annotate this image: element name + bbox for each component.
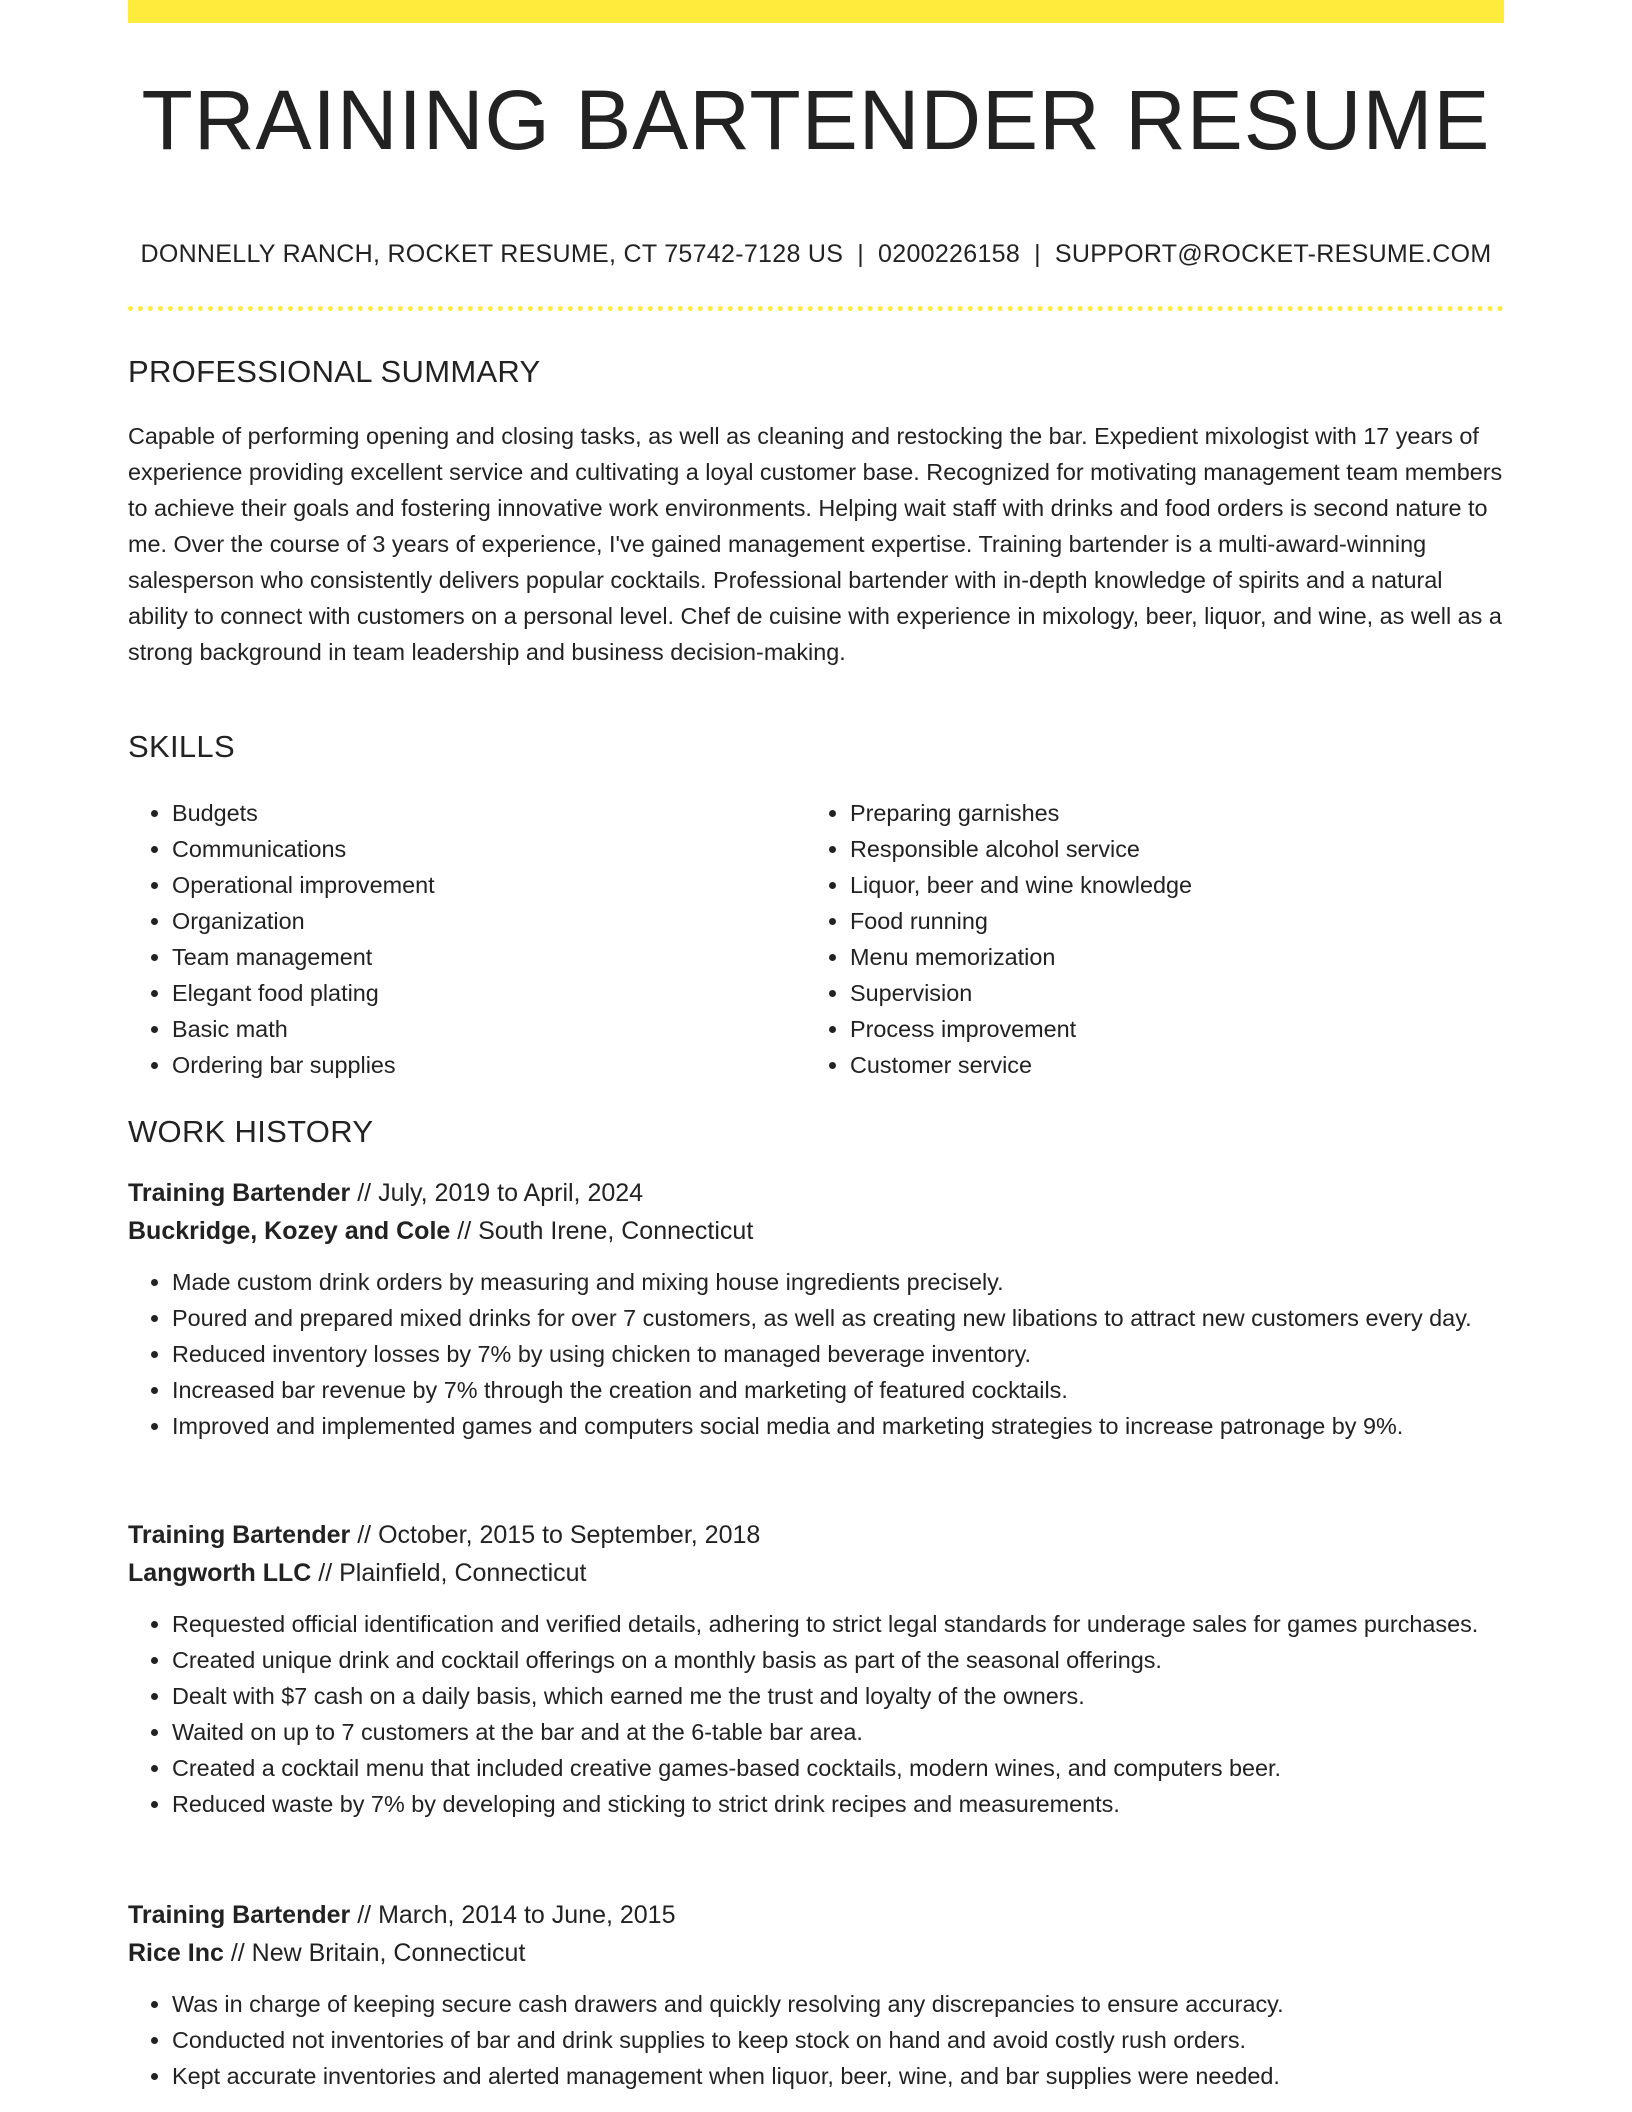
contact-separator: |: [857, 240, 865, 268]
job-bullet: • Reduced waste by 7% by developing and sticking to strict drink recipes and measurements.: [172, 1786, 1504, 1822]
job-role-line: [128, 1516, 1504, 1554]
job-dates: July, 2019 to April, 2024: [378, 1179, 644, 1207]
skill-item: • Elegant food plating: [172, 975, 788, 1011]
job-dates: October, 2015 to September, 2018: [378, 1521, 761, 1549]
top-accent-bar: [128, 0, 1504, 23]
contact-separator: |: [1034, 240, 1041, 268]
skill-item: • Food running: [850, 903, 1466, 939]
skill-item: • Responsible alcohol service: [850, 831, 1466, 867]
skill-item: • Preparing garnishes: [850, 795, 1466, 831]
job-bullet: • Reduced inventory losses by 7% by using chicken to managed beverage inventory.: [172, 1336, 1504, 1372]
job-sep: //: [450, 1217, 479, 1245]
job-bullet: • Dealt with $7 cash on a daily basis, which earned me the trust and loyalty of the owners.: [172, 1678, 1504, 1714]
skill-item: • Basic math: [172, 1011, 788, 1047]
skill-item: • Liquor, beer and wine knowledge: [850, 867, 1466, 903]
job-bullet: • Waited on up to 7 customers at the bar and at the 6-table bar area.: [172, 1714, 1504, 1750]
skill-item: • Team management: [172, 939, 788, 975]
job-role: Training Bartender: [128, 1521, 351, 1549]
job-bullet: • Conducted not inventories of bar and drink supplies to keep stock on hand and avoid costly rush orders.: [172, 2022, 1504, 2058]
job-dates: March, 2014 to June, 2015: [378, 1901, 676, 1929]
job-sep: //: [350, 1179, 379, 1207]
skill-item: • Ordering bar supplies: [172, 1047, 788, 1083]
contact-line: [128, 240, 1504, 269]
skill-item: • Customer service: [850, 1047, 1466, 1083]
job-sep: //: [223, 1939, 252, 1967]
job-bullet: • Increased bar revenue by 7% through the creation and marketing of featured cocktails.: [172, 1372, 1504, 1408]
skill-item: • Process improvement: [850, 1011, 1466, 1047]
job-sep: //: [350, 1901, 379, 1929]
job-location: Plainfield, Connecticut: [339, 1559, 587, 1587]
contact-address: DONNELLY RANCH, ROCKET RESUME, CT 75742-7128 US: [140, 240, 844, 268]
skill-item: • Organization: [172, 903, 788, 939]
job-bullet: • Made custom drink orders by measuring and mixing house ingredients precisely.: [172, 1264, 1504, 1300]
skills-right-list: [806, 795, 1466, 1083]
job-company-line: [128, 1934, 1504, 1972]
job-bullet: • Poured and prepared mixed drinks for over 7 customers, as well as creating new libations to attract new customers every day.: [172, 1300, 1504, 1336]
job-entry: [128, 1896, 1504, 2094]
job-role: Training Bartender: [128, 1901, 351, 1929]
job-entry: [128, 1516, 1504, 1822]
job-location: New Britain, Connecticut: [251, 1939, 526, 1967]
skills-left-list: [128, 795, 788, 1083]
job-company-line: [128, 1212, 1504, 1250]
skills-right-column: [806, 795, 1466, 1083]
contact-phone: 0200226158: [878, 240, 1021, 268]
resume-title: TRAINING BARTENDER RESUME: [141, 73, 1491, 167]
job-company: Langworth LLC: [128, 1559, 312, 1587]
job-location: South Irene, Connecticut: [478, 1217, 754, 1245]
job-bullet: • Was in charge of keeping secure cash drawers and quickly resolving any discrepancies to ensure accuracy.: [172, 1986, 1504, 2022]
job-bullet: • Created unique drink and cocktail offerings on a monthly basis as part of the seasonal offerings.: [172, 1642, 1504, 1678]
contact-email: SUPPORT@ROCKET-RESUME.COM: [1054, 240, 1492, 268]
job-company-line: [128, 1554, 1504, 1592]
skill-item: • Communications: [172, 831, 788, 867]
job-sep: //: [311, 1559, 340, 1587]
skills-heading: SKILLS: [128, 729, 235, 764]
job-bullet: • Requested official identification and verified details, adhering to strict legal standards for underage sales for games purchases.: [172, 1606, 1504, 1642]
skill-item: • Supervision: [850, 975, 1466, 1011]
job-bullets: [128, 1264, 1504, 1444]
work-history-heading: WORK HISTORY: [128, 1114, 374, 1149]
job-sep: //: [350, 1521, 379, 1549]
job-role: Training Bartender: [128, 1179, 351, 1207]
job-company: Buckridge, Kozey and Cole: [128, 1217, 451, 1245]
skill-item: • Operational improvement: [172, 867, 788, 903]
job-bullet: • Created a cocktail menu that included creative games-based cocktails, modern wines, and computers beer.: [172, 1750, 1504, 1786]
dotted-divider: [128, 306, 1504, 311]
job-bullet: • Kept accurate inventories and alerted management when liquor, beer, wine, and bar supplies were needed.: [172, 2058, 1504, 2094]
skills-left-column: [128, 795, 788, 1083]
summary-heading: PROFESSIONAL SUMMARY: [128, 354, 541, 389]
job-company: Rice Inc: [128, 1939, 224, 1967]
job-entry: [128, 1174, 1504, 1444]
job-role-line: [128, 1896, 1504, 1934]
job-role-line: [128, 1174, 1504, 1212]
job-bullets: [128, 1986, 1504, 2094]
skill-item: • Menu memorization: [850, 939, 1466, 975]
job-bullets: [128, 1606, 1504, 1822]
summary-text: Capable of performing opening and closing tasks, as well as cleaning and restocking the bar. Expedient mixologist with 17 years of experience providing excellent service and cultivating a loyal customer base. Recognized for motivating management team members to achieve their goals and fostering innovative work environments. Helping wait staff with drinks and food orders is second nature to me. Over the course of 3 years of experience, I've gained management expertise. Training bartender is a multi-award-winning salesperson who consistently delivers popular cocktails. Professional bartender with in-depth knowledge of spirits and a natural ability to connect with customers on a personal level. Chef de cuisine with experience in mixology, beer, liquor, and wine, as well as a strong background in team leadership and business decision-making.: [128, 423, 1503, 665]
skill-item: • Budgets: [172, 795, 788, 831]
job-bullet: • Improved and implemented games and computers social media and marketing strategies to increase patronage by 9%.: [172, 1408, 1504, 1444]
